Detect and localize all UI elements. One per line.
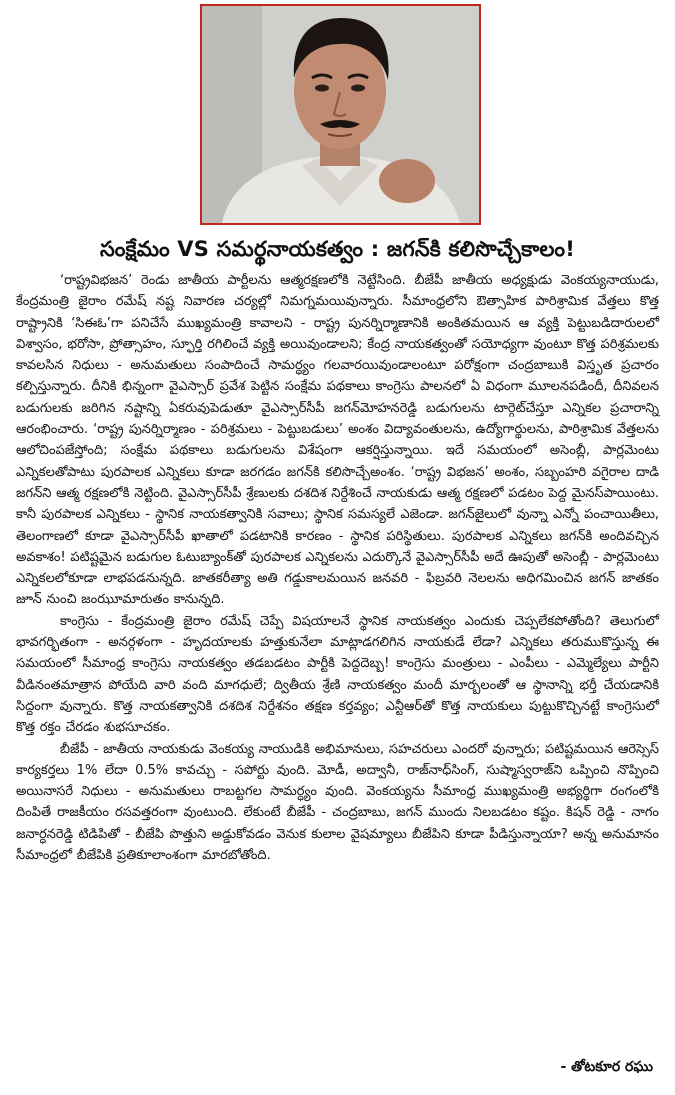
paragraph: ‘రాష్ట్రవిభజన’ రెండు జాతీయ పార్టీలను ఆత్మరక్షణలోకి నెట్టేసింది. బీజేపీ జాతీయ అధ్యక్షుడు వెంకయ్యనాయుడు, కేంద్రమంత్రి జైరాం రమేష్ నష్ట నివారణ చర్యల్లో నిమగ్నమయివున్నారు. సీమాంధ్రలోని ఔత్సాహిక పారిశ్రామిక వేత్తలు కొత్త రాష్ట్రానికి ‘సిఈఓ’గా పనిచేసే ముఖ్యమంత్రి కావాలని - రాష్ట్ర పునర్నిర్మాణానికి అంకితమయిన ఆ వ్యక్తి పెట్టుబడిదారులలో విశ్వాసం, భరోసా, ప్రోత్సాహం, స్ఫూర్తి రగిలించే వ్యక్తి అయివుండాలని; కేంద్ర నాయకత్వంతో సయోధ్యగా వుంటూ కొత్త పరిశ్రమలకు కావలసిన నిధులు - అనుమతులు సంపాదించే సామర్ధ్యం గలవారయివుండాలంటూ పరోక్షంగా చంద్రబాబుకి విస్తృత ప్రచారం కల్పిస్తున్నారు. దీనికి భిన్నంగా వైఎస్సార్ ప్రవేశ పెట్టిన సంక్షేమ పథకాలు కాంగ్రెసు పాలనలో ఏ విధంగా మూలనపడిందీ, దీనివలన బడుగులకు జరిగిన నష్టాన్ని ఏకరువుపెడుతూ వైఎస్సార్‌సీపీ జగన్‌మోహనరెడ్డి బడుగులను టార్గెట్‌చేస్తూ ఎన్నికల ప్రచారాన్ని ఆరంభించారు. ‘రాష్ట్ర పునర్నిర్మాణం - పరిశ్రమలు - పెట్టుబడులు’ అంశం విద్యావంతులను, ఉద్యోగార్థులను, పారిశ్రామిక వేత్తలను ఆలోచింపజేస్తోంది; సంక్షేమ పథకాలు బడుగులను విశేషంగా ఆకర్షిస్తున్నాయి. ఇదే సమయంలో అసెంబ్లీ, పార్లమెంటు ఎన్నికలతోపాటు పురపాలక ఎన్నికలు కూడా జరగడం జగన్‌కి కలిసొచ్చేఅంశం. ‘రాష్ట్ర విభజన’ అంశం, సబ్బంహరి వగైరాల దాడి జగన్‌ని ఆత్మ రక్షణలోకి నెట్టింది. వైఎస్సార్‌సీపీ శ్రేణులకు దశదిశ నిర్దేశించే నాయకుడు ఆత్మ రక్షణలో పడటం పెద్ద మైనస్‌పాయింటు. కానీ పురపాలక ఎన్నికలు - స్థానిక నాయకత్వానికి సవాలు; స్థానిక సమస్యలే ఎజెండా. జగన్‌జైలులో వున్నా ఎన్నో పంచాయితీలు, తెలంగాణలో కూడా వైఎస్సార్‌సీపీ ఖాతాలో పడటానికి కారణం - స్థానిక పరిస్థితులు. పురపాలక ఎన్నికలు జగన్‌కి అందివచ్చిన అవకాశం! పటిష్టమైన బడుగుల ఓటుబ్యాంక్‌తో పురపాలక ఎన్నికలను ఎదుర్కొనే వైఎస్సార్‌సీపీ అదే ఊపుతో అసెంబ్లీ - పార్లమెంటు ఎన్నికలలోకూడా లాభపడనున్నది. జాతకరీత్యా అతి గడ్డుకాలమయిన జనవరి - ఫిబ్రవరి నెలలను అధిగమించిన జగన్ జాతకం జూన్ నుంచి జంఝూమారుతం కానున్నది. (16, 273, 659, 608)
article-body (16, 270, 659, 866)
portrait-image (202, 6, 479, 223)
headline: సంక్షేమం VS సమర్థనాయకత్వం : జగన్‌కి కలిసొచ్చేకాలం! (99, 237, 576, 261)
paragraph: కాంగ్రెసు - కేంద్రమంత్రి జైరాం రమేష్ చెప్పే విషయాలనే స్థానిక నాయకత్వం ఎందుకు చెప్పలేకపోతోంది? తెలుగులో భావగర్భితంగా - అనర్గళంగా - హృదయాలకు హత్తుకునేలా మాట్లాడగలిగిన నాయకుడే లేడా? ఎన్నికలు తరుముకొస్తున్న ఈ సమయంలో సీమాంధ్ర కాంగ్రెసు నాయకత్వం తడబడటం పార్టీకి పెద్దదెబ్బ! కాంగ్రెసు మంత్రులు - ఎంపీలు - ఎమ్మెల్యేలు పార్టీని వీడినంతమాత్రాన పోయేది వారి వంది మాగధులే; ద్వితీయ శ్రేణి నాయకత్వం మందీ మార్బలంతో ఆ స్థానాన్ని భర్తీ చేయడానికి సిద్దంగా వున్నారు. కొత్త నాయకత్వానికి దశదిశ నిర్దేశనం తక్షణ కర్తవ్యం; ఎన్టీఆర్‌తో కొత్త నాయకులు పుట్టుకొచ్చినట్టే కాంగ్రెసులో కొత్త రక్తం చేరడం శుభసూచకం. (16, 613, 659, 736)
author-byline: - తోటకూర రఘు (560, 1059, 653, 1075)
article-photo (200, 4, 481, 225)
paragraph: బీజేపీ - జాతీయ నాయకుడు వెంకయ్య నాయుడికి అభిమానులు, సహచరులు ఎందరో వున్నారు; పటిష్టమయిన ఆరెస్సెస్ కార్యకర్తలు 1% లేదా 0.5% కావచ్చు - సపోర్టు వుంది. మోడీ, అద్వానీ, రాజ్‌నాధ్‌సింగ్, సుష్మాస్వరాజ్‌ని ఒప్పించి నొప్పించి అయినాసరే నిధులు - అనుమతులు రాబట్టగల సామర్ధ్యం వుంది. వెంకయ్యను సీమాంధ్ర ముఖ్యమంత్రి అభ్యర్థిగా రంగంలోకి దింపితే రాజకీయం రసవత్తరంగా వుంటుంది. లేకుంటే బీజేపీ - చంద్రబాబు, జగన్ ముందు నిలబడటం కష్టం. కిషన్ రెడ్డి - నాగం జనార్ధనరెడ్డి టిడిపితో - బీజేపి పొత్తుని అడ్డుకోవడం వెనుక కులాల వైషమ్యాలు బీజేపిని కూడా పీడిస్తున్నాయా? అన్న అనుమానం సీమాంధ్రలో బీజేపికి ప్రతికూలాంశంగా మారబోతోంది. (16, 741, 659, 864)
